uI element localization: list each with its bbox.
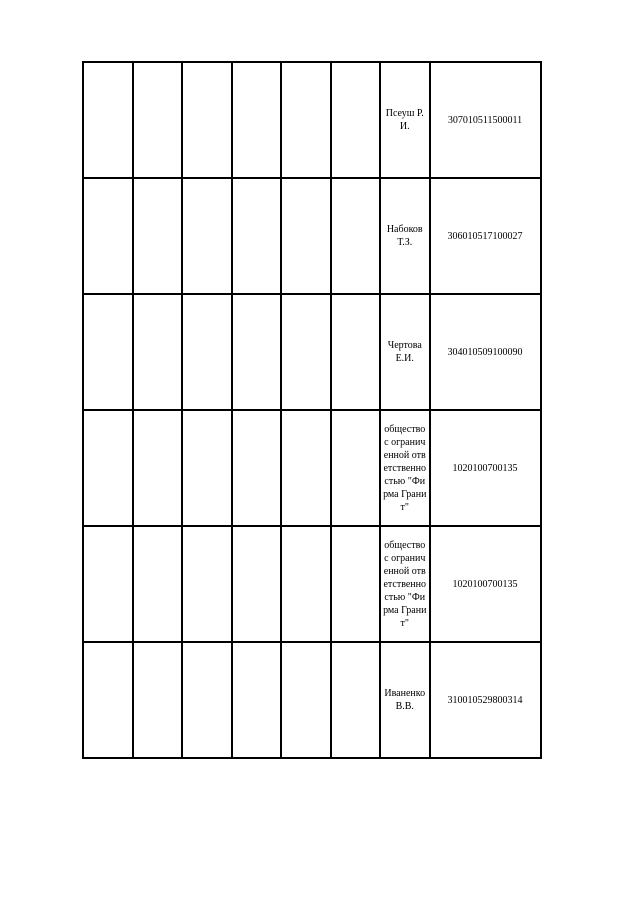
registration-number-cell bbox=[430, 294, 541, 410]
registration-number: 304010509100090 bbox=[447, 346, 523, 358]
empty-cell bbox=[182, 410, 232, 526]
empty-cell bbox=[182, 294, 232, 410]
empty-cell bbox=[232, 642, 282, 758]
empty-cell bbox=[281, 178, 331, 294]
empty-cell bbox=[331, 294, 381, 410]
empty-cell bbox=[133, 62, 183, 178]
empty-cell bbox=[331, 62, 381, 178]
empty-cell bbox=[281, 642, 331, 758]
entity-name: общество с ограниченной ответственностью "Фирма Гранит" bbox=[383, 539, 427, 629]
empty-cell bbox=[331, 178, 381, 294]
registration-number: 307010511500011 bbox=[447, 114, 523, 126]
table-row bbox=[83, 294, 541, 410]
empty-cell bbox=[182, 642, 232, 758]
registration-number: 310010529800314 bbox=[447, 694, 523, 706]
empty-cell bbox=[133, 526, 183, 642]
table-row bbox=[83, 642, 541, 758]
empty-cell bbox=[281, 526, 331, 642]
empty-cell bbox=[281, 410, 331, 526]
empty-cell bbox=[133, 642, 183, 758]
entity-name: общество с ограниченной ответственностью "Фирма Гранит" bbox=[383, 423, 427, 513]
entity-name-cell bbox=[380, 410, 430, 526]
empty-cell bbox=[133, 410, 183, 526]
table-row bbox=[83, 62, 541, 178]
empty-cell bbox=[83, 642, 133, 758]
empty-cell bbox=[232, 294, 282, 410]
empty-cell bbox=[182, 178, 232, 294]
entity-name-cell bbox=[380, 526, 430, 642]
entity-name: Набоков Т.З. bbox=[386, 224, 423, 248]
entity-name-cell bbox=[380, 178, 430, 294]
empty-cell bbox=[83, 62, 133, 178]
registration-number-cell bbox=[430, 526, 541, 642]
table-row bbox=[83, 526, 541, 642]
empty-cell bbox=[232, 178, 282, 294]
empty-cell bbox=[83, 526, 133, 642]
entity-name: Иваненко В.В. bbox=[384, 688, 426, 712]
registration-number-cell bbox=[430, 62, 541, 178]
empty-cell bbox=[281, 294, 331, 410]
table-row bbox=[83, 410, 541, 526]
empty-cell bbox=[182, 62, 232, 178]
registration-number-cell bbox=[430, 178, 541, 294]
empty-cell bbox=[133, 294, 183, 410]
empty-cell bbox=[232, 410, 282, 526]
empty-cell bbox=[331, 642, 381, 758]
empty-cell bbox=[331, 410, 381, 526]
empty-cell bbox=[232, 62, 282, 178]
table-row bbox=[83, 178, 541, 294]
registration-number-cell bbox=[430, 410, 541, 526]
empty-cell bbox=[83, 178, 133, 294]
empty-cell bbox=[331, 526, 381, 642]
empty-cell bbox=[182, 526, 232, 642]
registration-number-cell bbox=[430, 642, 541, 758]
entity-name: Чертова Е.И. bbox=[387, 340, 422, 364]
empty-cell bbox=[133, 178, 183, 294]
empty-cell bbox=[83, 410, 133, 526]
entity-name-cell bbox=[380, 294, 430, 410]
entity-name: Псеуш Р.И. bbox=[385, 108, 424, 132]
registration-number: 306010517100027 bbox=[447, 230, 523, 242]
registration-number: 1020100700135 bbox=[452, 462, 518, 474]
registration-number: 1020100700135 bbox=[452, 578, 518, 590]
empty-cell bbox=[281, 62, 331, 178]
entity-name-cell bbox=[380, 642, 430, 758]
entity-name-cell bbox=[380, 62, 430, 178]
empty-cell bbox=[83, 294, 133, 410]
register-table bbox=[82, 61, 542, 759]
empty-cell bbox=[232, 526, 282, 642]
